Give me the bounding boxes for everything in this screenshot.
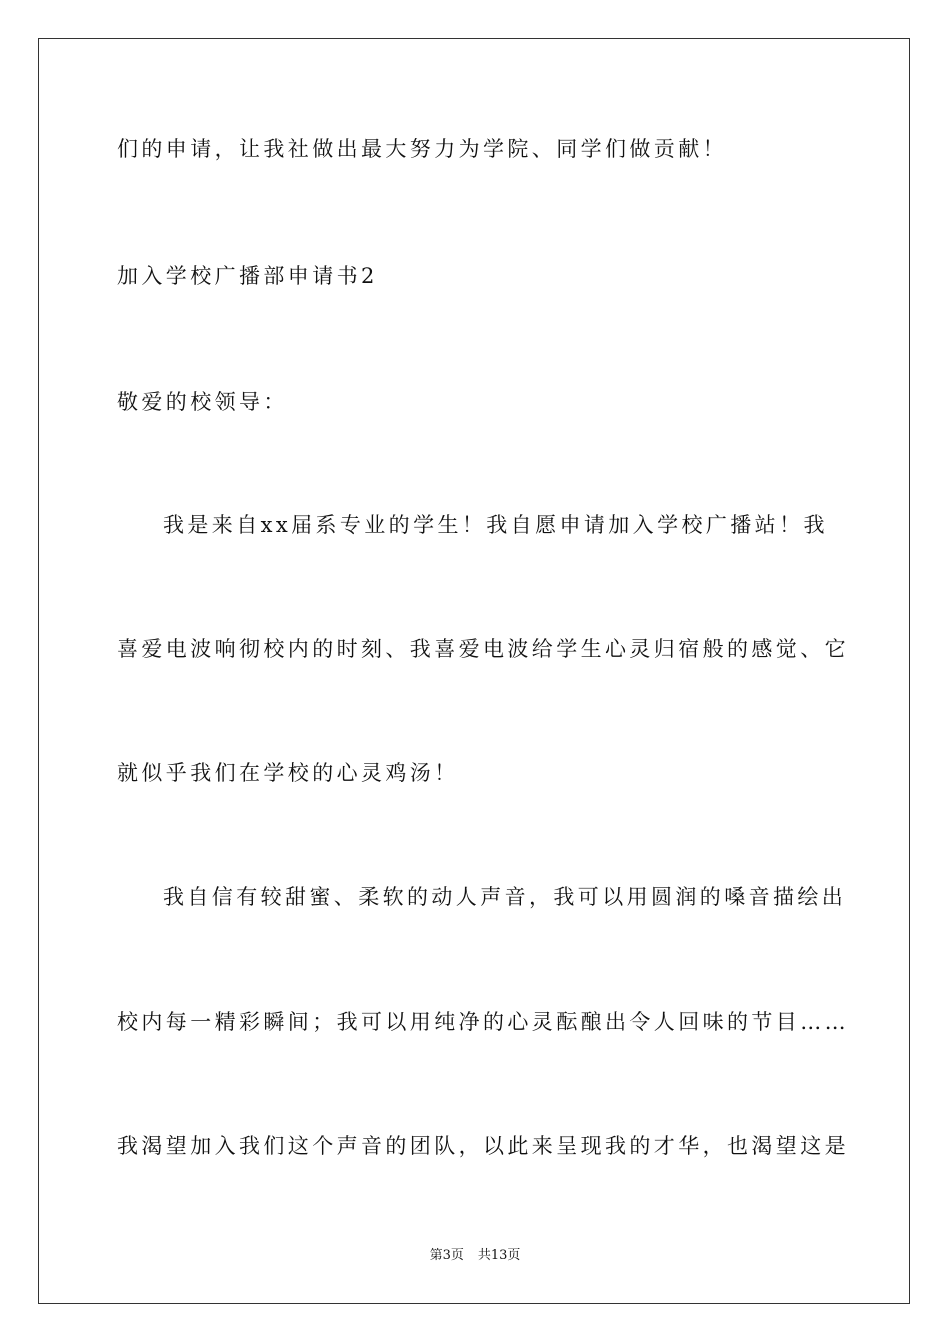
section-heading: 加入学校广播部申请书2 (117, 264, 378, 288)
page-border (38, 38, 910, 1304)
paragraph-line: 我渴望加入我们这个声音的团队，以此来呈现我的才华，也渴望这是 (117, 1134, 849, 1158)
paragraph-line: 喜爱电波响彻校内的时刻、我喜爱电波给学生心灵归宿般的感觉、它 (117, 637, 849, 661)
paragraph-line: 就似乎我们在学校的心灵鸡汤！ (117, 761, 459, 785)
salutation: 敬爱的校领导： (117, 390, 288, 414)
paragraph-line: 我自信有较甜蜜、柔软的动人声音，我可以用圆润的嗓音描绘出 (163, 885, 847, 909)
page-footer (0, 1247, 950, 1265)
paragraph-line: 校内每一精彩瞬间；我可以用纯净的心灵酝酿出令人回味的节目…… (117, 1010, 849, 1034)
body-text-line: 们的申请，让我社做出最大努力为学院、同学们做贡献！ (117, 137, 727, 161)
total-pages-label: 共13页 (477, 1248, 521, 1263)
current-page-label: 第3页 (429, 1248, 464, 1263)
paragraph-line: 我是来自xx届系专业的学生！我自愿申请加入学校广播站！我 (163, 513, 828, 537)
